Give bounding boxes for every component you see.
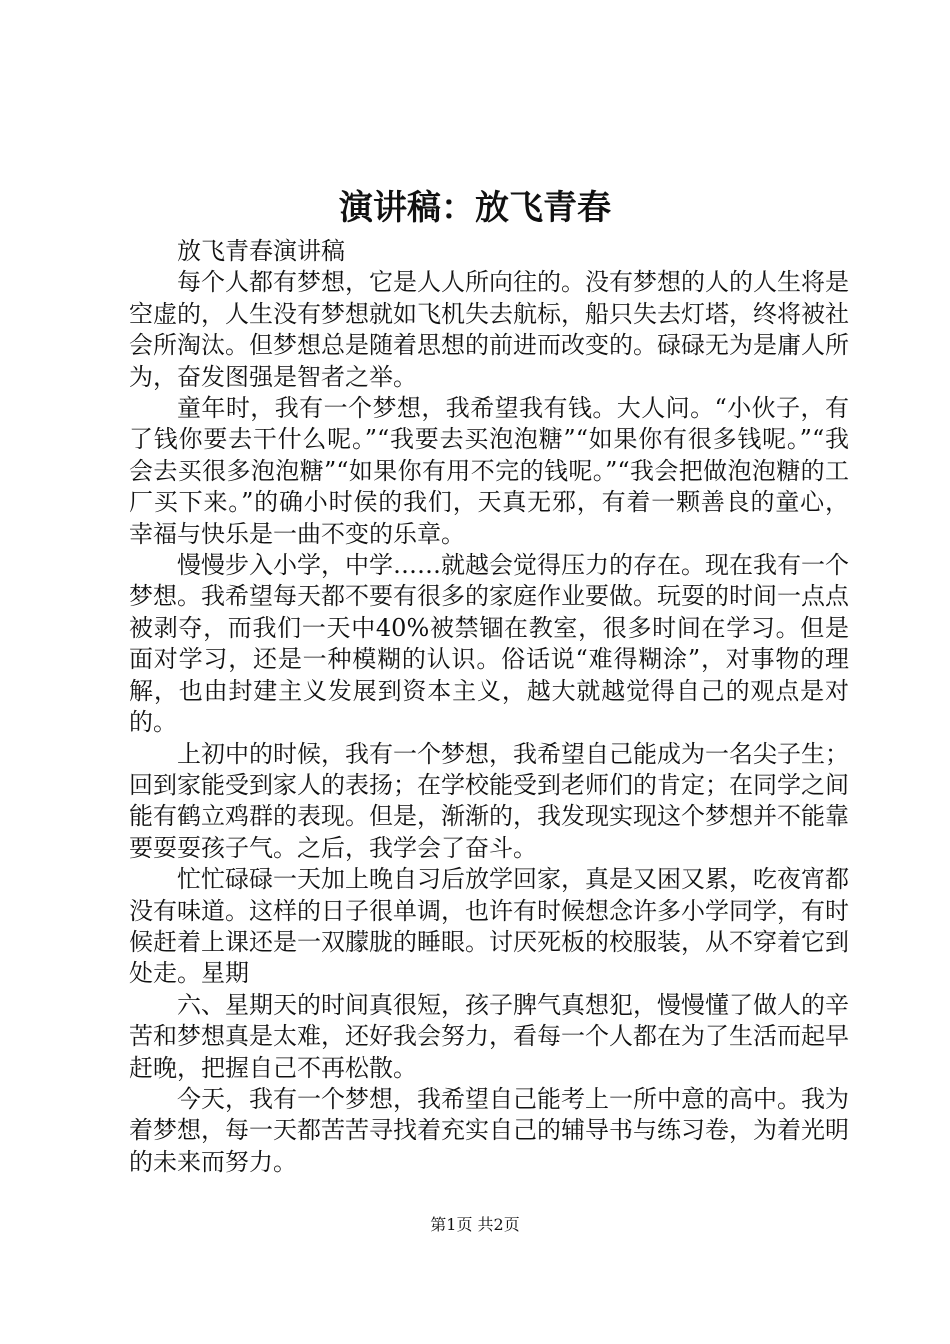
page-number: 第1页 共2页 — [430, 1215, 520, 1234]
paragraph: 童年时，我有一个梦想，我希望我有钱。大人问。“小伙子，有了钱你要去干什么呢。”“我要去买泡泡糖”“如果你有很多钱呢。”“我会去买很多泡泡糖”“如果你有用不完的钱呢。”“我会把做泡泡糖的工厂买下来。”的确小时侯的我们，天真无邪，有着一颗善良的童心，幸福与快乐是一曲不变的乐章。 — [129, 394, 849, 548]
paragraph: 忙忙碌碌一天加上晚自习后放学回家，真是又困又累，吃夜宵都没有味道。这样的日子很单调，也许有时候想念许多小学同学，有时候赶着上课还是一双朦胧的睡眼。讨厌死板的校服装，从不穿着它到处走。星期 — [129, 865, 849, 988]
paragraph: 六、星期天的时间真很短，孩子脾气真想犯，慢慢懂了做人的辛苦和梦想真是太难，还好我会努力，看每一个人都在为了生活而起早赶晚，把握自己不再松散。 — [129, 990, 849, 1082]
paragraph: 今天，我有一个梦想，我希望自己能考上一所中意的高中。我为着梦想，每一天都苦苦寻找着充实自己的辅导书与练习卷，为着光明的未来而努力。 — [129, 1084, 849, 1176]
paragraph: 慢慢步入小学，中学……就越会觉得压力的存在。现在我有一个梦想。我希望每天都不要有很多的家庭作业要做。玩耍的时间一点点被剥夺，而我们一天中40%被禁锢在教室，很多时间在学习。但是面对学习，还是一种模糊的认识。俗话说“难得糊涂”，对事物的理解，也由封建主义发展到资本主义，越大就越觉得自己的观点是对的。 — [129, 551, 849, 737]
page-title: 演讲稿：放飞青春 — [339, 188, 611, 228]
document-body — [129, 236, 849, 1178]
paragraph-subtitle: 放飞青春演讲稿 — [177, 237, 345, 265]
paragraph: 每个人都有梦想，它是人人所向往的。没有梦想的人的人生将是空虚的，人生没有梦想就如飞机失去航标，船只失去灯塔，终将被社会所淘汰。但梦想总是随着思想的前进而改变的。碌碌无为是庸人所为，奋发图强是智者之举。 — [129, 268, 849, 391]
paragraph: 上初中的时候，我有一个梦想，我希望自己能成为一名尖子生；回到家能受到家人的表扬；在学校能受到老师们的肯定；在同学之间能有鹤立鸡群的表现。但是，渐渐的，我发现实现这个梦想并不能靠要耍耍孩子气。之后，我学会了奋斗。 — [129, 739, 849, 862]
